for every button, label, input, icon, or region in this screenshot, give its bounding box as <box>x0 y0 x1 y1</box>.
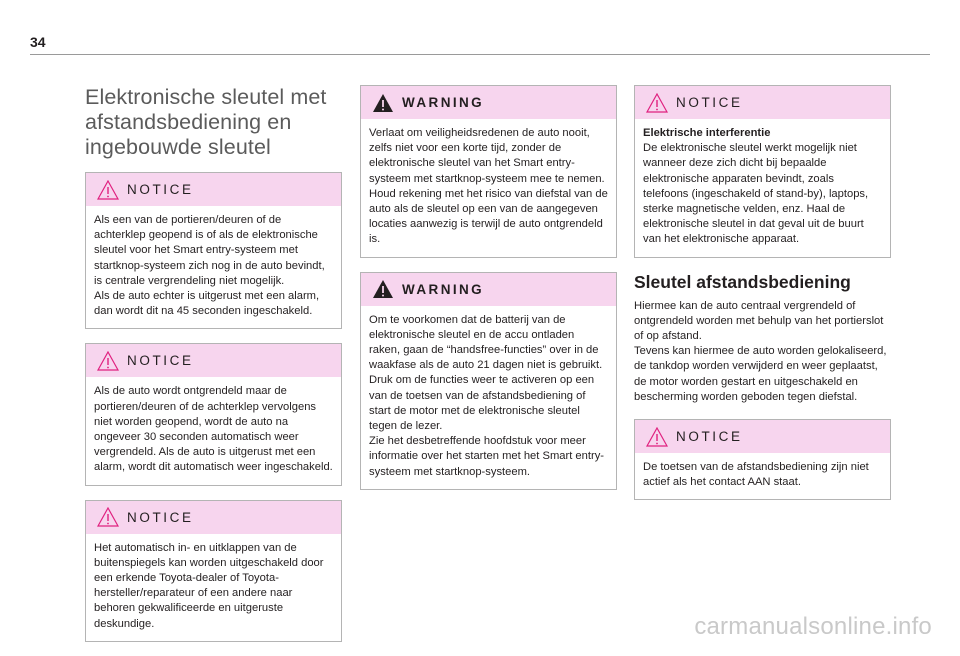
warning-header <box>361 86 616 119</box>
notice-label: NOTICE <box>676 429 743 445</box>
column-3 <box>634 85 891 514</box>
notice-box <box>634 85 891 258</box>
column-1 <box>85 85 342 656</box>
watermark: carmanualsonline.info <box>694 613 932 640</box>
warning-triangle-icon <box>97 507 119 527</box>
notice-label: NOTICE <box>676 95 743 110</box>
warning-triangle-icon <box>372 93 394 113</box>
section-title: Sleutel afstandsbediening <box>634 271 851 292</box>
column-2 <box>360 85 617 504</box>
notice-text: Als een van de portieren/deuren of de achterklep geopend is of als de elektronische sleutel voor het Smart entry-systeem met startknop-systeem zich nog in de auto bevindt, is centrale vergrendeling niet mogelijk. Als de auto echter is uitgerust met een alarm, dan wordt dit na 45 seconden ingeschakeld. <box>94 214 325 318</box>
notice-header <box>635 420 890 453</box>
notice-label: NOTICE <box>127 182 194 197</box>
warning-label: WARNING <box>402 281 485 297</box>
warning-triangle-icon <box>372 279 394 299</box>
notice-header <box>635 86 890 119</box>
notice-box <box>85 500 342 642</box>
notice-box <box>85 172 342 329</box>
notice-label: NOTICE <box>127 353 194 369</box>
notice-text: De toetsen van de afstandsbediening zijn niet actief als het contact AAN staat. <box>643 461 869 489</box>
page-title: Elektronische sleutel met afstandsbediening en ingebouwde sleutel <box>85 85 327 159</box>
notice-header <box>86 173 341 206</box>
warning-triangle-icon <box>646 93 668 113</box>
notice-text: Als de auto wordt ontgrendeld maar de portieren/deuren of de achterklep vervolgens niet worden geopend, wordt de auto na ongeveer 30 seconden automatisch weer vergrendeld. Als de auto is uitgerust met een alarm, wordt dit automatisch weer ingeschakeld. <box>94 385 333 474</box>
notice-label: NOTICE <box>127 509 194 525</box>
notice-header <box>86 344 341 377</box>
header-rule <box>30 54 930 55</box>
warning-label: WARNING <box>402 95 485 110</box>
warning-triangle-icon <box>646 427 668 447</box>
warning-text: Om te voorkomen dat de batterij van de elektronische sleutel en de accu ontladen raken, gaan de “handsfree-functies” over in de waakfase als de auto 21 dagen niet is gebruikt. Druk om de functies weer te activeren op een van de toetsen van de afstandsbediening of start de motor met de elektronische sleutel tegen de lezer. Zie het desbetreffende hoofdstuk voor meer informatie over het starten met het Smart entry-systeem met startknop-systeem. <box>369 313 605 478</box>
page-number: 34 <box>30 34 46 50</box>
notice-box <box>634 419 891 500</box>
notice-text: Het automatisch in- en uitklappen van de buitenspiegels kan worden uitgeschakeld door een erkende Toyota-dealer of Toyota-hersteller/reparateur of een andere naar behoren gekwalificeerde en uitgeruste deskundige. <box>94 541 324 630</box>
warning-header <box>361 273 616 306</box>
warning-triangle-icon <box>97 351 119 371</box>
warning-text: Verlaat om veiligheidsredenen de auto nooit, zelfs niet voor een korte tijd, zonder de elektronische sleutel van het Smart entry-systeem met startknop-systeem mee te nemen. Houd rekening met het risico van diefstal van de auto als de sleutel op een van de aangegeven locaties aanwezig is terwijl de auto ontgrendeld is. <box>369 127 608 246</box>
notice-header <box>86 501 341 534</box>
section-text: Hiermee kan de auto centraal vergrendeld of ontgrendeld worden met behulp van het portierslot of op afstand. Tevens kan hiermee de auto worden gelokaliseerd, de tankdop worden verwijderd en weer geplaatst, de motor worden gestart en uitgeschakeld en bescherming worden geboden tegen diefstal. <box>634 299 887 403</box>
notice-box <box>85 343 342 485</box>
warning-triangle-icon <box>97 180 119 200</box>
warning-box <box>360 85 617 258</box>
notice-text: De elektronische sleutel werkt mogelijk niet wanneer deze zich dicht bij bepaalde elektronische apparaten bevindt, zoals telefoons (ingeschakeld of stand-by), laptops, sterke magnetische velden, enz. Haal de elektronische sleutel in dat geval uit de buurt van het elektronische apparaat. <box>643 142 869 246</box>
notice-heading: Elektrische interferentie <box>643 127 771 139</box>
warning-box <box>360 272 617 490</box>
